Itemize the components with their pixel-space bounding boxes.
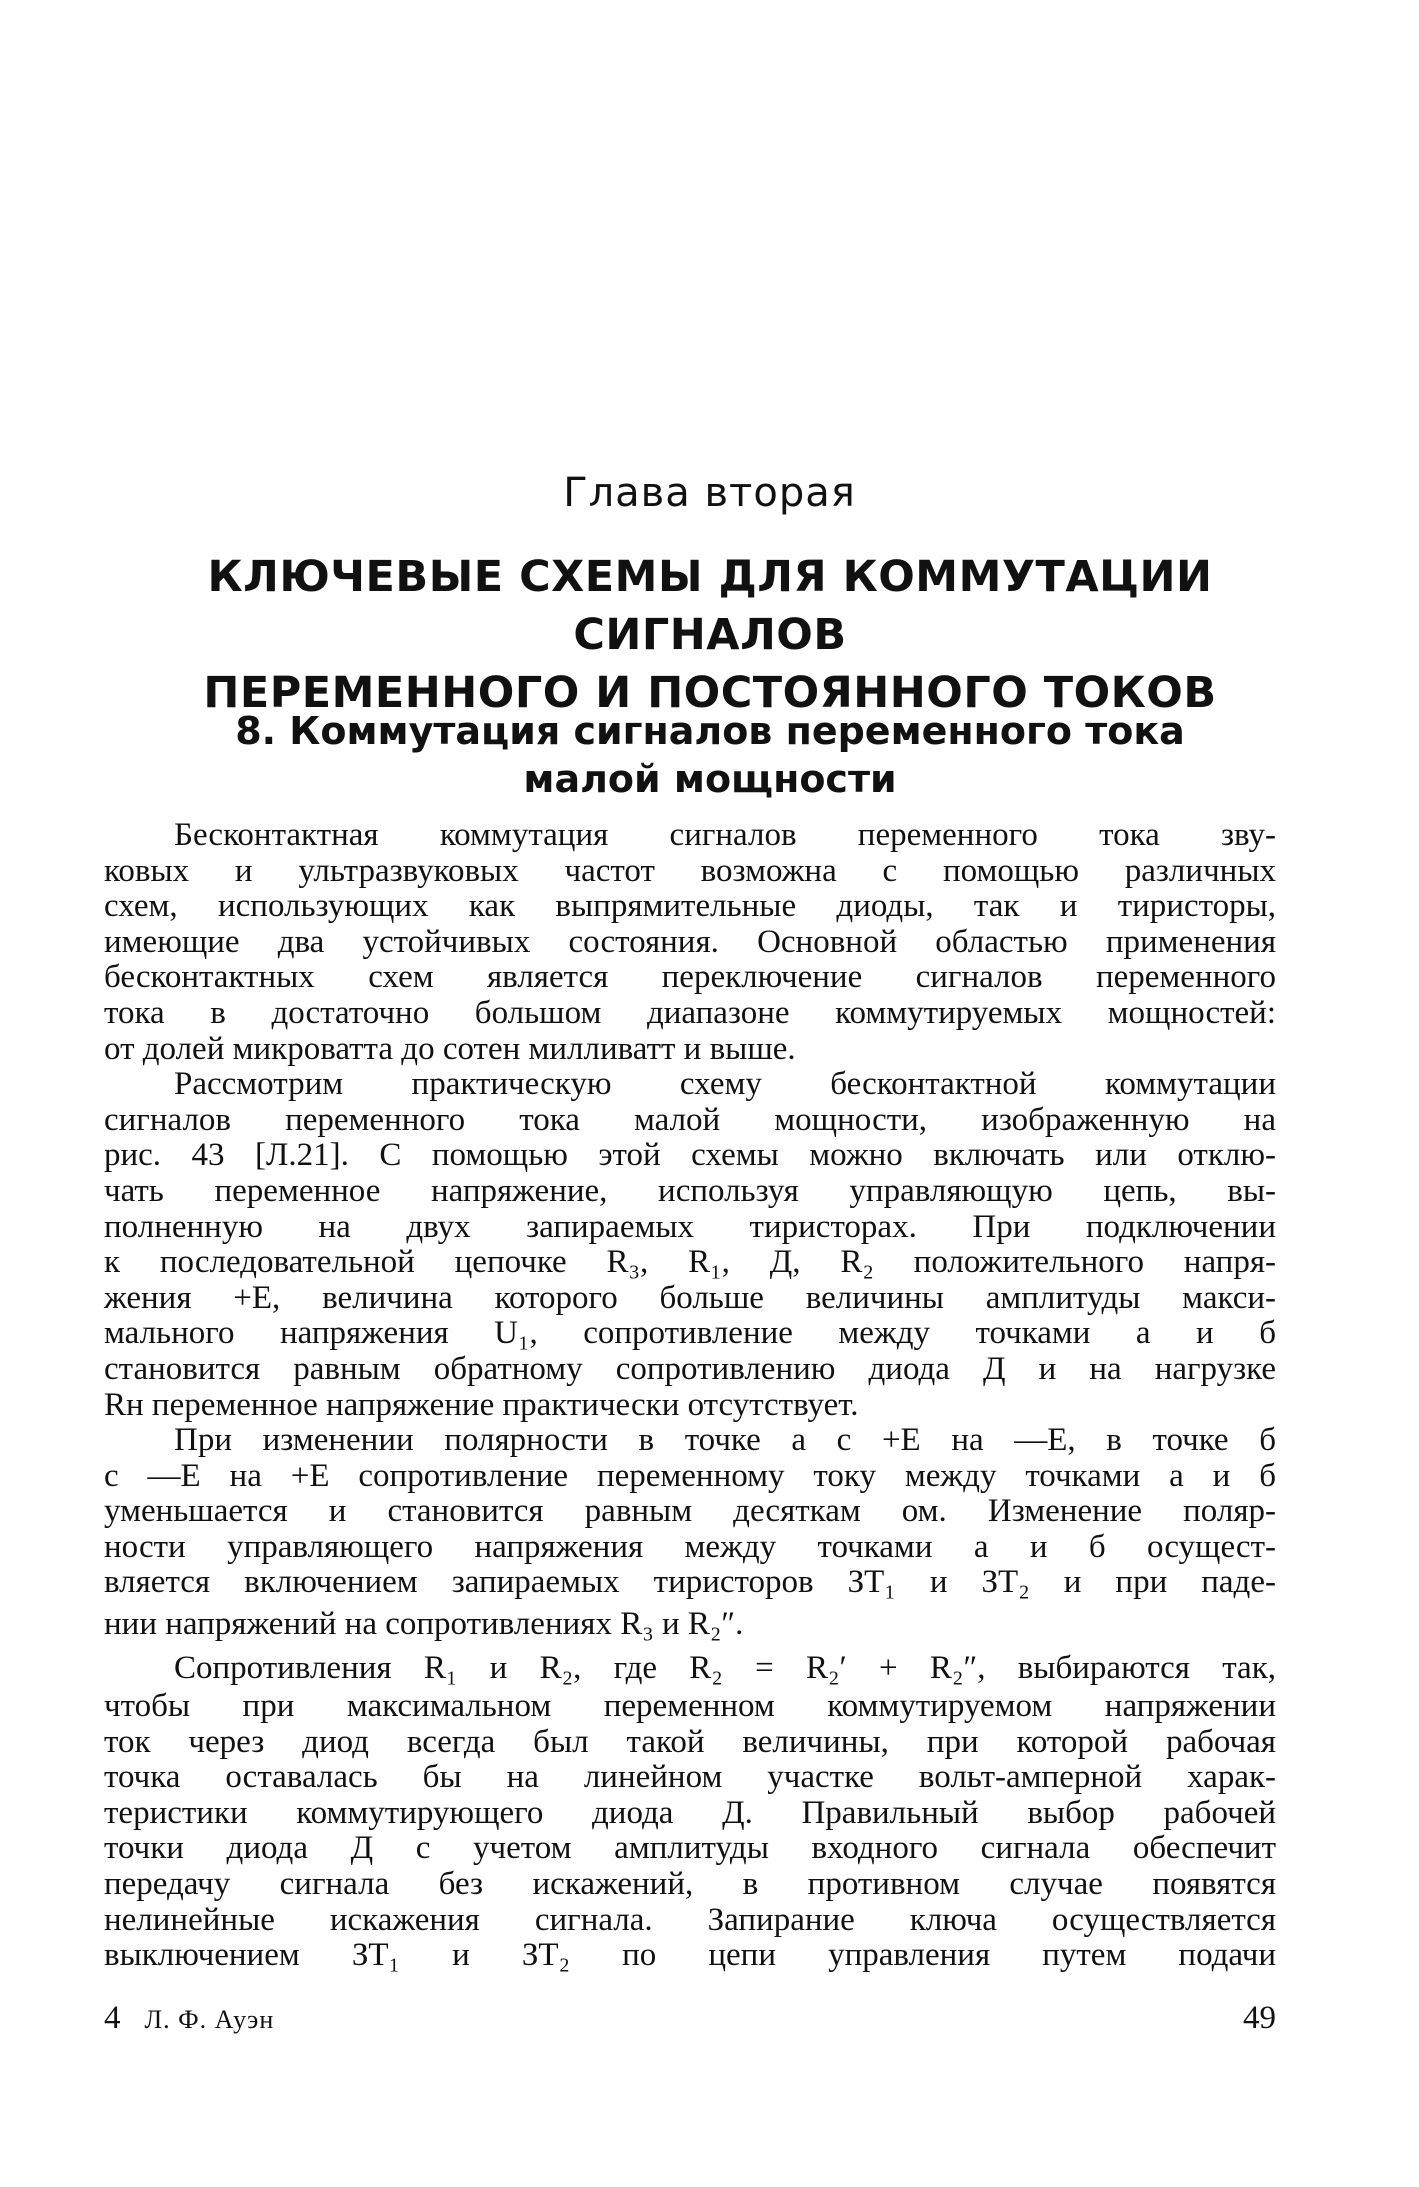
chapter-title-line-2: ПЕРЕМЕННОГО И ПОСТОЯННОГО ТОКОВ bbox=[203, 668, 1217, 718]
text-line: ковых и ультразвуковых частот возможна с помощью различных bbox=[104, 852, 1276, 889]
text-line: ток через диод всегда был такой величины, при которой рабочая bbox=[104, 1723, 1276, 1760]
text-line: мального напряжения U₁, сопротивление между точками a и б bbox=[104, 1315, 1276, 1352]
text-line: Сопротивления R₁ и R₂, где R₂ = R₂′ + R₂″, выбираются так, bbox=[174, 1650, 1276, 1687]
text-line: точка оставалась бы на линейном участке вольт-амперной харак- bbox=[104, 1759, 1276, 1796]
chapter-title-line-1: КЛЮЧЕВЫЕ СХЕМЫ ДЛЯ КОММУТАЦИИ СИГНАЛОВ bbox=[207, 552, 1213, 660]
section-title-line-1: 8. Коммутация сигналов переменного тока bbox=[235, 709, 1185, 753]
footer-signature bbox=[104, 2000, 274, 2037]
text-line: схем, использующих как выпрямительные диоды, так и тиристоры, bbox=[104, 888, 1276, 925]
page-number: 49 bbox=[1243, 2000, 1276, 2036]
text-line: имеющие два устойчивых состояния. Основной областью применения bbox=[104, 923, 1276, 960]
text-line: бесконтактных схем является переключение сигналов переменного bbox=[104, 959, 1276, 996]
text-line: сигналов переменного тока малой мощности, изображенную на bbox=[104, 1101, 1276, 1138]
text-line: Бесконтактная коммутация сигналов переменного тока зву- bbox=[174, 817, 1276, 853]
text-line: тока в достаточно большом диапазоне коммутируемых мощностей: bbox=[104, 994, 1276, 1031]
text-line: точки диода Д с учетом амплитуды входного сигнала обеспечит bbox=[104, 1830, 1276, 1867]
section-title bbox=[200, 707, 1220, 803]
signature-author: Л. Ф. Ауэн bbox=[144, 2005, 275, 2034]
text-line: с —E на +E сопротивление переменному току между точками a и б bbox=[104, 1457, 1276, 1494]
text-line: вляется включением запираемых тиристоров ЗТ₁ и ЗТ₂ и при паде- bbox=[104, 1564, 1276, 1601]
text-line: чать переменное напряжение, используя управляющую цепь, вы- bbox=[104, 1172, 1276, 1209]
text-line: становится равным обратному сопротивлению диода Д и на нагрузке bbox=[104, 1350, 1276, 1387]
text-line: При изменении полярности в точке a с +E на —E, в точке б bbox=[174, 1422, 1276, 1459]
text-line: выключением ЗТ₁ и ЗТ₂ по цепи управления путем подачи bbox=[104, 1937, 1276, 1974]
text-line: теристики коммутирующего диода Д. Правильный выбор рабочей bbox=[104, 1794, 1276, 1831]
text-line: ности управляющего напряжения между точками a и б осущест- bbox=[104, 1528, 1276, 1565]
text-line: к последовательной цепочке R₃, R₁, Д, R₂ положительного напря- bbox=[104, 1244, 1276, 1281]
text-line: Рассмотрим практическую схему бесконтактной коммутации bbox=[174, 1066, 1276, 1103]
signature-number: 4 bbox=[104, 2000, 121, 2036]
chapter-label: Глава вторая bbox=[563, 470, 856, 516]
text-line: рис. 43 [Л.21]. С помощью этой схемы можно включать или отклю- bbox=[104, 1137, 1276, 1174]
text-line: уменьшается и становится равным десяткам ом. Изменение поляр- bbox=[104, 1493, 1276, 1530]
body-text bbox=[104, 818, 1276, 1974]
text-line: нелинейные искажения сигнала. Запирание ключа осуществляется bbox=[104, 1901, 1276, 1938]
text-line: передачу сигнала без искажений, в противном случае появятся bbox=[104, 1866, 1276, 1903]
text-line: чтобы при максимальном переменном коммутируемом напряжении bbox=[104, 1688, 1276, 1725]
text-line: нии напряжений на сопротивлениях R₃ и R₂″. bbox=[104, 1606, 744, 1643]
section-title-line-2: малой мощности bbox=[523, 757, 897, 801]
chapter-title bbox=[100, 548, 1320, 722]
text-line: Rн переменное напряжение практически отсутствует. bbox=[104, 1386, 859, 1423]
text-line: от долей микроватта до сотен милливатт и выше. bbox=[104, 1030, 796, 1067]
text-line: жения +E, величина которого больше величины амплитуды макси- bbox=[104, 1279, 1276, 1316]
text-line: полненную на двух запираемых тиристорах. При подключении bbox=[104, 1208, 1276, 1245]
